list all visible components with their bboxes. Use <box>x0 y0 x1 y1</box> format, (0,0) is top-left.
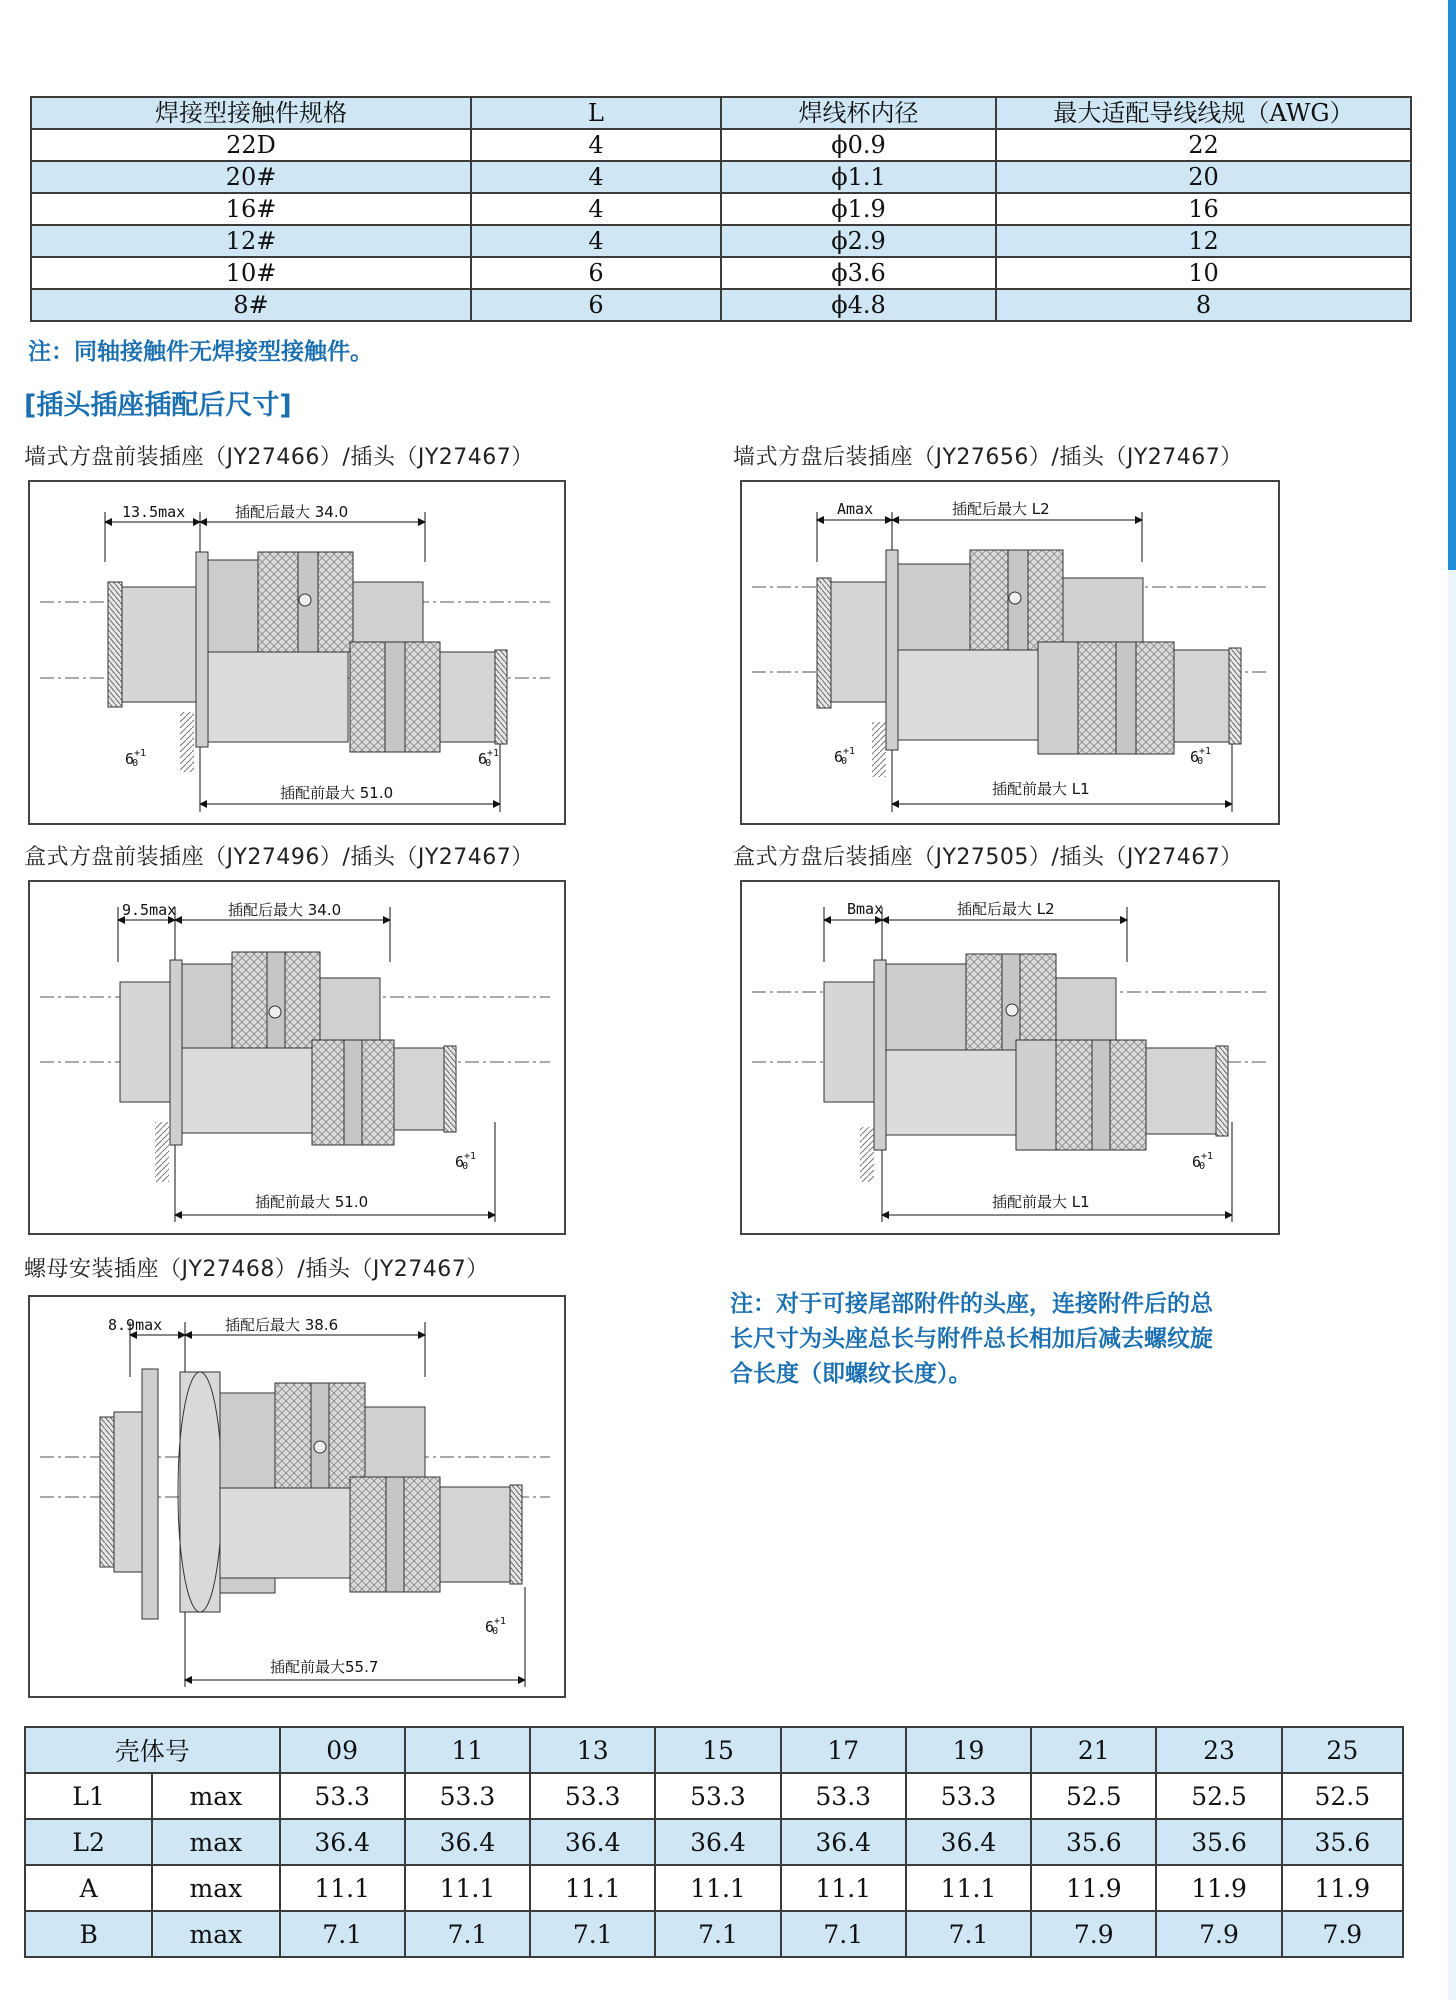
right-tolerance: $6^{+1}$ 0 <box>455 1151 477 1172</box>
note-line: 注：对于可接尾部附件的头座，连接附件后的总 <box>730 1291 1213 1317</box>
table-cell: 7.1 <box>781 1911 906 1957</box>
table-cell: 12# <box>31 225 471 257</box>
connector-drawing <box>28 1295 566 1698</box>
shell-size-table <box>24 1726 1404 1958</box>
table-cell: ϕ3.6 <box>721 257 996 289</box>
right-tolerance: $6^{+1}$ 0 <box>485 1616 507 1637</box>
table-cell: 11.1 <box>530 1865 655 1911</box>
after-mate-dimension: 插配后最大 34.0 <box>235 503 349 521</box>
table-cell: 11.9 <box>1282 1865 1403 1911</box>
before-mate-dimension: 插配前最大 L1 <box>992 1193 1090 1211</box>
table-row <box>31 257 1411 289</box>
row-name: L1 <box>25 1773 152 1819</box>
table-cell: 22 <box>996 129 1411 161</box>
page-edge-accent <box>1448 0 1456 570</box>
table-cell: 36.4 <box>405 1819 530 1865</box>
table-cell: 52.5 <box>1156 1773 1281 1819</box>
table-cell: 7.1 <box>530 1911 655 1957</box>
table-cell: 35.6 <box>1031 1819 1156 1865</box>
table-cell: 36.4 <box>280 1819 405 1865</box>
table-cell: 6 <box>471 257 721 289</box>
table-cell: 10# <box>31 257 471 289</box>
header-cell: 15 <box>655 1727 780 1773</box>
right-tolerance: $6^{+1}$ 0 <box>1192 1151 1214 1172</box>
table-cell: 7.9 <box>1031 1911 1156 1957</box>
table-cell: ϕ0.9 <box>721 129 996 161</box>
table-cell: 35.6 <box>1156 1819 1281 1865</box>
table-cell: 4 <box>471 225 721 257</box>
header-cell: 壳体号 <box>25 1727 280 1773</box>
connector-body <box>752 550 1267 777</box>
after-mate-dimension: 插配后最大 38.6 <box>225 1316 339 1334</box>
header-cell: 21 <box>1031 1727 1156 1773</box>
table-header-row <box>25 1727 1403 1773</box>
diagram-caption: 盒式方盘后装插座（JY27505）/插头（JY27467） <box>733 845 1243 870</box>
accessory-length-note <box>730 1287 1350 1392</box>
header-cell: 09 <box>280 1727 405 1773</box>
table-cell: 11.1 <box>280 1865 405 1911</box>
table-row <box>25 1911 1403 1957</box>
table-cell: 7.1 <box>280 1911 405 1957</box>
top-max-dimension: 9.5max <box>122 901 177 919</box>
diagram-caption: 墙式方盘后装插座（JY27656）/插头（JY27467） <box>733 445 1243 470</box>
row-unit: max <box>152 1911 279 1957</box>
right-tolerance: $6^{+1}$ 0 <box>478 748 500 769</box>
table-cell: 52.5 <box>1031 1773 1156 1819</box>
row-unit: max <box>152 1773 279 1819</box>
table-cell: 11.9 <box>1031 1865 1156 1911</box>
table-cell: 20 <box>996 161 1411 193</box>
header-cell: 13 <box>530 1727 655 1773</box>
top-max-dimension: 13.5max <box>122 503 186 521</box>
note-line: 长尺寸为头座总长与附件总长相加后减去螺纹旋 <box>730 1326 1213 1352</box>
row-name: B <box>25 1911 152 1957</box>
table-cell: 11.1 <box>781 1865 906 1911</box>
header-cell: 最大适配导线线规（AWG） <box>996 97 1411 129</box>
table-cell: 4 <box>471 193 721 225</box>
table-cell: 7.1 <box>655 1911 780 1957</box>
table-header-row <box>31 97 1411 129</box>
header-cell: 焊线杯内径 <box>721 97 996 129</box>
table-cell: 53.3 <box>280 1773 405 1819</box>
header-cell: 11 <box>405 1727 530 1773</box>
table-row <box>25 1865 1403 1911</box>
table-cell: 4 <box>471 129 721 161</box>
connector-drawing <box>28 880 566 1235</box>
row-unit: max <box>152 1819 279 1865</box>
table-cell: 6 <box>471 289 721 321</box>
table-cell: 16# <box>31 193 471 225</box>
diagram-caption: 盒式方盘前装插座（JY27496）/插头（JY27467） <box>24 845 534 870</box>
table-cell: 22D <box>31 129 471 161</box>
table-cell: 11.9 <box>1156 1865 1281 1911</box>
table-cell: 35.6 <box>1282 1819 1403 1865</box>
table-cell: 20# <box>31 161 471 193</box>
table-cell: 4 <box>471 161 721 193</box>
table-cell: 8 <box>996 289 1411 321</box>
table-cell: 36.4 <box>906 1819 1031 1865</box>
connector-drawing <box>740 480 1280 825</box>
table-cell: 11.1 <box>405 1865 530 1911</box>
header-cell: L <box>471 97 721 129</box>
header-cell: 19 <box>906 1727 1031 1773</box>
table-cell: 16 <box>996 193 1411 225</box>
after-mate-dimension: 插配后最大 34.0 <box>228 901 342 919</box>
header-cell: 焊接型接触件规格 <box>31 97 471 129</box>
section-title: [插头插座插配后尺寸] <box>24 390 292 421</box>
table-row <box>31 289 1411 321</box>
connector-drawing-svg <box>30 1297 568 1700</box>
connector-body <box>40 552 550 772</box>
table-cell: 7.9 <box>1156 1911 1281 1957</box>
connector-body <box>40 952 550 1182</box>
header-cell: 25 <box>1282 1727 1403 1773</box>
top-max-dimension: 8.9max <box>108 1316 163 1334</box>
table-cell: ϕ4.8 <box>721 289 996 321</box>
right-tolerance: $6^{+1}$ 0 <box>1190 746 1212 767</box>
table-cell: 36.4 <box>655 1819 780 1865</box>
header-cell: 23 <box>1156 1727 1281 1773</box>
after-mate-dimension: 插配后最大 L2 <box>952 500 1050 518</box>
connector-drawing-svg <box>742 482 1282 827</box>
left-tolerance: $6^{+1}$ 0 <box>125 748 147 769</box>
coax-note: 注：同轴接触件无焊接型接触件。 <box>28 339 373 365</box>
row-name: A <box>25 1865 152 1911</box>
table-row <box>25 1819 1403 1865</box>
table-row <box>31 193 1411 225</box>
before-mate-dimension: 插配前最大 51.0 <box>255 1193 369 1211</box>
connector-drawing <box>740 880 1280 1235</box>
table-cell: 7.9 <box>1282 1911 1403 1957</box>
diagram-caption: 墙式方盘前装插座（JY27466）/插头（JY27467） <box>24 445 534 470</box>
table-cell: 52.5 <box>1282 1773 1403 1819</box>
before-mate-dimension: 插配前最大 51.0 <box>280 784 394 802</box>
top-max-dimension: Amax <box>837 500 874 518</box>
page-edge-strip <box>1448 570 1456 2000</box>
before-mate-dimension: 插配前最大 L1 <box>992 780 1090 798</box>
table-cell: ϕ2.9 <box>721 225 996 257</box>
connector-drawing <box>28 480 566 825</box>
table-cell: 7.1 <box>906 1911 1031 1957</box>
table-cell: 53.3 <box>906 1773 1031 1819</box>
table-row <box>31 161 1411 193</box>
table-cell: 53.3 <box>655 1773 780 1819</box>
connector-body <box>752 954 1267 1182</box>
table-cell: 36.4 <box>781 1819 906 1865</box>
table-cell: 11.1 <box>906 1865 1031 1911</box>
table-cell: 7.1 <box>405 1911 530 1957</box>
table-cell: 10 <box>996 257 1411 289</box>
table-cell: 12 <box>996 225 1411 257</box>
before-mate-dimension: 插配前最大55.7 <box>270 1658 379 1676</box>
left-tolerance: $6^{+1}$ 0 <box>834 746 856 767</box>
table-cell: 53.3 <box>530 1773 655 1819</box>
note-line: 合长度（即螺纹长度）。 <box>730 1361 972 1387</box>
table-cell: 8# <box>31 289 471 321</box>
top-max-dimension: Bmax <box>847 900 884 918</box>
table-cell: ϕ1.1 <box>721 161 996 193</box>
connector-drawing-svg <box>30 882 568 1237</box>
after-mate-dimension: 插配后最大 L2 <box>957 900 1055 918</box>
header-cell: 17 <box>781 1727 906 1773</box>
table-row <box>31 129 1411 161</box>
table-cell: ϕ1.9 <box>721 193 996 225</box>
connector-body <box>40 1369 550 1619</box>
table-cell: 53.3 <box>405 1773 530 1819</box>
table-cell: 36.4 <box>530 1819 655 1865</box>
table-row <box>25 1773 1403 1819</box>
diagram-caption: 螺母安装插座（JY27468）/插头（JY27467） <box>24 1257 489 1282</box>
connector-drawing-svg <box>30 482 568 827</box>
row-unit: max <box>152 1865 279 1911</box>
row-name: L2 <box>25 1819 152 1865</box>
table-row <box>31 225 1411 257</box>
connector-drawing-svg <box>742 882 1282 1237</box>
table-cell: 11.1 <box>655 1865 780 1911</box>
table-cell: 53.3 <box>781 1773 906 1819</box>
contact-spec-table <box>30 96 1412 322</box>
